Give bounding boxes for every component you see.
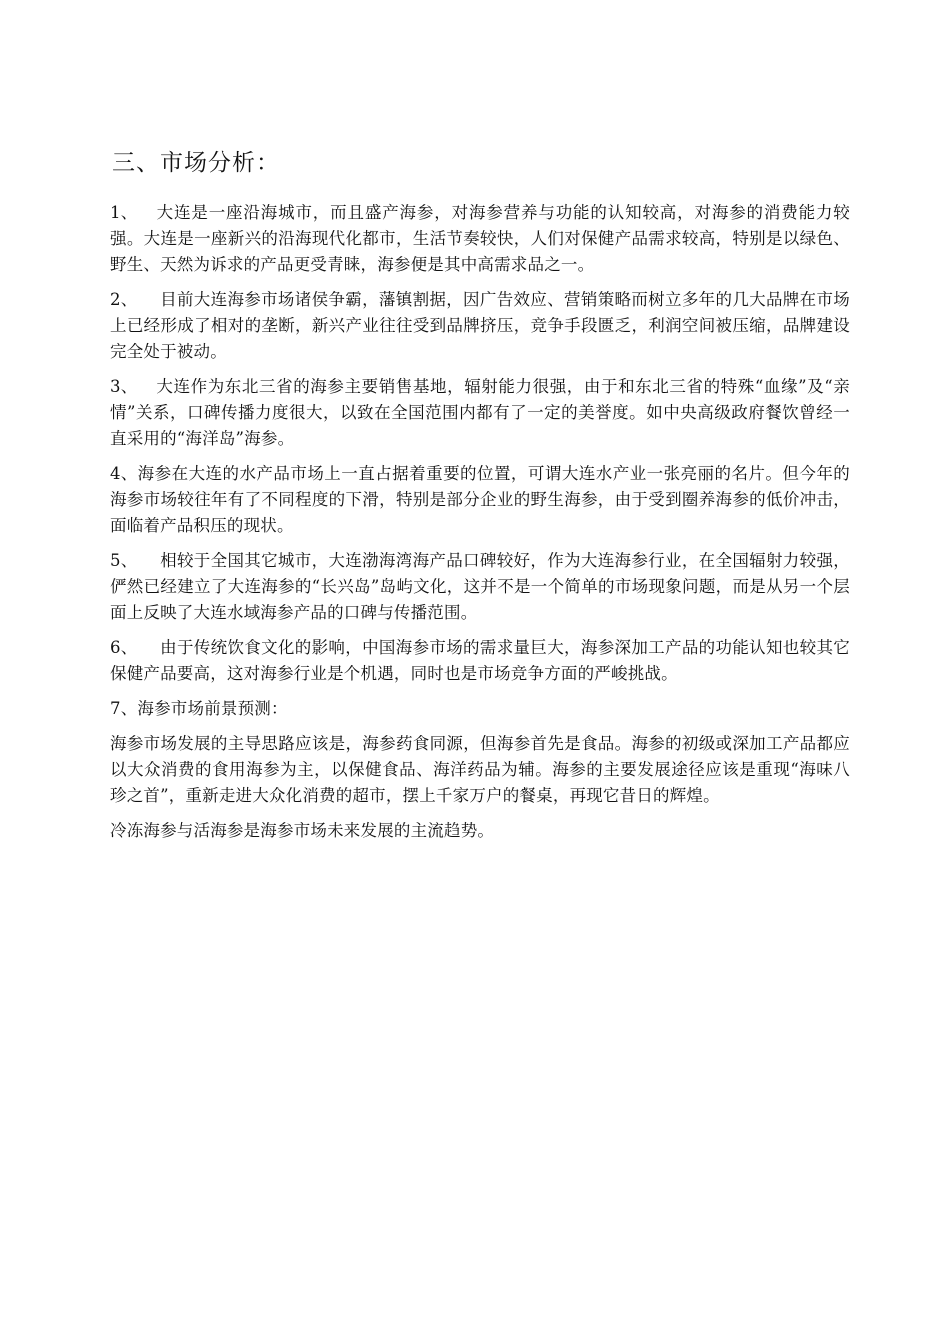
paragraph-number: 4、	[110, 464, 138, 483]
paragraph-outlook	[110, 731, 850, 809]
paragraph-5	[110, 548, 850, 626]
paragraph-trend	[110, 818, 850, 844]
paragraph-text: 海参市场发展的主导思路应该是，海参药食同源，但海参首先是食品。海参的初级或深加工产品都应以大众消费的食用海参为主，以保健食品、海洋药品为辅。海参的主要发展途径应该是重现“海味八珍之首”，重新走进大众化消费的超市，摆上千家万户的餐桌，再现它昔日的辉煌。	[110, 734, 850, 805]
paragraph-text: 海参在大连的水产品市场上一直占据着重要的位置，可谓大连水产业一张亮丽的名片。但今年的海参市场较往年有了不同程度的下滑，特别是部分企业的野生海参，由于受到圈养海参的低价冲击，面临着产品积压的现状。	[110, 464, 850, 535]
paragraph-3	[110, 374, 850, 452]
paragraph-number: 1、	[110, 203, 138, 222]
paragraph-7	[110, 696, 850, 722]
paragraph-4	[110, 461, 850, 539]
paragraph-number: 7、	[110, 699, 138, 718]
paragraph-text: 由于传统饮食文化的影响，中国海参市场的需求量巨大，海参深加工产品的功能认知也较其它保健产品要高，这对海参行业是个机遇，同时也是市场竞争方面的严峻挑战。	[110, 638, 850, 683]
paragraph-1	[110, 200, 850, 278]
paragraph-text: 目前大连海参市场诸侯争霸，藩镇割据，因广告效应、营销策略而树立多年的几大品牌在市场上已经形成了相对的垄断，新兴产业往往受到品牌挤压，竞争手段匮乏，利润空间被压缩，品牌建设完全处于被动。	[110, 290, 850, 361]
paragraph-text: 海参市场前景预测：	[137, 699, 288, 718]
paragraph-text: 相较于全国其它城市，大连渤海湾海产品口碑较好，作为大连海参行业，在全国辐射力较强，俨然已经建立了大连海参的“长兴岛”岛屿文化，这并不是一个简单的市场现象问题，而是从另一个层面上反映了大连水域海参产品的口碑与传播范围。	[110, 551, 850, 622]
paragraph-number: 3、	[110, 377, 138, 396]
paragraph-text: 大连作为东北三省的海参主要销售基地，辐射能力很强，由于和东北三省的特殊“血缘”及“亲情”关系，口碑传播力度很大，以致在全国范围内都有了一定的美誉度。如中央高级政府餐饮曾经一直采用的“海洋岛”海参。	[110, 377, 850, 448]
paragraph-text: 冷冻海参与活海参是海参市场未来发展的主流趋势。	[110, 821, 495, 840]
section-heading: 三、市场分析：	[112, 150, 280, 176]
document-body	[110, 200, 850, 853]
paragraph-text: 大连是一座沿海城市，而且盛产海参，对海参营养与功能的认知较高，对海参的消费能力较强。大连是一座新兴的沿海现代化都市，生活节奏较快，人们对保健产品需求较高，特别是以绿色、野生、天然为诉求的产品更受青睐，海参便是其中高需求品之一。	[110, 203, 850, 274]
paragraph-number: 5、	[110, 551, 138, 570]
paragraph-6	[110, 635, 850, 687]
paragraph-2	[110, 287, 850, 365]
paragraph-number: 2、	[110, 290, 138, 309]
paragraph-number: 6、	[110, 638, 138, 657]
